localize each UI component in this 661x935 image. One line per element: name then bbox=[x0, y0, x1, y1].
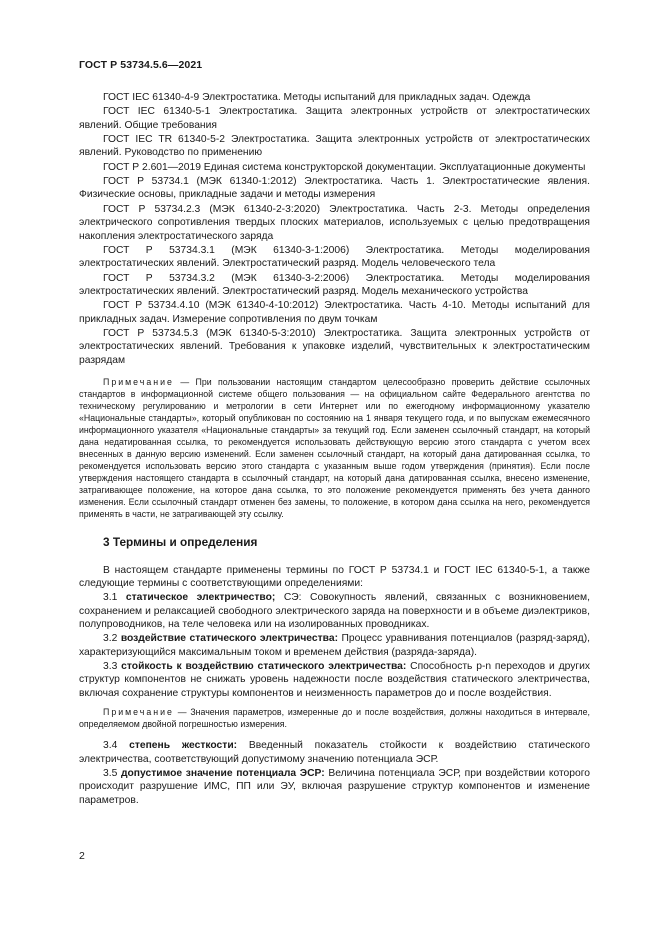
term-name: допустимое значение потенциала ЭСР: bbox=[120, 767, 325, 779]
ref-item: ГОСТ Р 53734.2.3 (МЭК 61340-2-3:2020) Электростатика. Часть 2-3. Методы определения электрического сопротивления твердых плоских материалов, используемых с целью предотвращения накопления электростатического заряда bbox=[79, 203, 590, 242]
term-3-5 bbox=[79, 767, 590, 807]
note-label: Примечание bbox=[103, 707, 174, 718]
ref-item: ГОСТ Р 53734.4.10 (МЭК 61340-4-10:2012) Электростатика. Часть 4-10. Методы испытаний для прикладных задач. Измерение сопротивления по двум точкам bbox=[79, 300, 590, 325]
section-heading: 3 Термины и определения bbox=[103, 535, 258, 550]
term-3-2 bbox=[79, 632, 590, 659]
term-number: 3.2 bbox=[103, 633, 121, 645]
note-normative-refs bbox=[79, 376, 590, 520]
note-text: — При пользовании настоящим стандартом целесообразно проверить действие ссылочных стандартов в информационной системе общего пользования — на официальном сайте Федерального агентства по техническому регулированию и метрологии в сети Интернет или по ежегодному информационному указателю «Национальные стандарты», который опубликован по состоянию на 1 января текущего года, и по выпускам ежемесячного информационного указателя «Национальные стандарты» за текущий год. Если заменен ссылочный стандарт, на который дана недатированная ссылка, то рекомендуется использовать действующую версию этого стандарта с учетом всех внесенных в данную версию изменений. Если заменен ссылочный стандарт, на который дана датированная ссылка, то рекомендуется использовать версию этого стандарта с указанным выше годом утверждения (принятия). Если после утверждения настоящего стандарта в ссылочный стандарт, на который дана датированная ссылка, внесено изменение, затрагивающее положение, на которое дана ссылка, то это положение рекомендуется применять без учета данного изменения. Если ссылочный стандарт отменен без замены, то положение, в котором дана ссылка на него, рекомендуется применять в части, не затрагивающей эту ссылку. bbox=[79, 377, 590, 520]
term-definition: Способность p-n переходов и других структур компонентов не снижать уровень надежности после воздействия статического электричества, включая сохранение структуры компонентов и неизменность параметров до и после воздействия. bbox=[79, 661, 590, 699]
term-definition: Введенный показатель стойкости к воздействию статического электричества, соответствующий допустимому значению потенциала ЭСР. bbox=[79, 740, 590, 765]
term-3-4 bbox=[79, 739, 590, 766]
document-body bbox=[79, 91, 590, 808]
document-header: ГОСТ Р 53734.5.6—2021 bbox=[79, 59, 203, 71]
ref-item: ГОСТ IEC TR 61340-5-2 Электростатика. Защита электронных устройств от электростатических явлений. Руководство по применению bbox=[79, 134, 590, 159]
term-3-3 bbox=[79, 660, 590, 700]
term-number: 3.4 bbox=[103, 740, 130, 752]
ref-item: ГОСТ Р 53734.3.1 (МЭК 61340-3-1:2006) Электростатика. Методы моделирования электростатических явлений. Электростатический разряд. Модель человеческого тела bbox=[79, 244, 590, 270]
note-term-3-3 bbox=[79, 706, 590, 730]
term-name: степень жесткости: bbox=[129, 740, 238, 752]
term-definition: Величина потенциала ЭСР, при воздействии которого происходит разрушение ИМС, ПП или ЭУ, включая разрушение структур компонентов и изменение параметров. bbox=[79, 767, 590, 806]
note-text: — Значения параметров, измеренные до и после воздействия, должны находиться в интервале, определяемом двойной погрешностью измерения. bbox=[79, 707, 590, 730]
ref-item: ГОСТ Р 2.601—2019 Единая система конструкторской документации. Эксплуатационные документы bbox=[103, 161, 586, 173]
term-definition: Процесс уравнивания потенциалов (разряд-заряд), характеризующийся максимальным током и временем действия (разряда-заряда). bbox=[79, 633, 590, 658]
term-number: 3.1 bbox=[103, 592, 126, 604]
note-label: Примечание bbox=[103, 377, 174, 388]
term-3-1 bbox=[79, 591, 590, 631]
ref-item: ГОСТ Р 53734.5.3 (МЭК 61340-5-3:2010) Электростатика. Защита электронных устройств от электростатических явлений. Требования к упаковке изделий, чувствительных к электростатическим разрядам bbox=[79, 327, 590, 366]
term-number: 3.5 bbox=[103, 767, 121, 779]
term-number: 3.3 bbox=[103, 661, 122, 673]
page-number: 2 bbox=[79, 850, 85, 862]
ref-item: ГОСТ Р 53734.1 (МЭК 61340-1:2012) Электростатика. Часть 1. Электростатические явления. Физические основы, прикладные задачи и методы измерения bbox=[79, 176, 590, 201]
ref-item: ГОСТ Р 53734.3.2 (МЭК 61340-3-2:2006) Электростатика. Методы моделирования электростатических явлений. Электростатический разряд. Модель механического устройства bbox=[79, 272, 590, 297]
term-name: стойкость к воздействию статического электричества: bbox=[121, 661, 407, 673]
ref-item: ГОСТ IEC 61340-5-1 Электростатика. Защита электронных устройств от электростатических явлений. Общие требования bbox=[79, 106, 590, 131]
section-intro: В настоящем стандарте применены термины по ГОСТ Р 53734.1 и ГОСТ IEC 61340-5-1, а также следующие термины с соответствующими определениями: bbox=[79, 564, 590, 589]
ref-item: ГОСТ IEC 61340-4-9 Электростатика. Методы испытаний для прикладных задач. Одежда bbox=[103, 92, 531, 103]
term-name: статическое электричество; bbox=[125, 592, 276, 604]
term-definition: СЭ: Совокупность явлений, связанных с возникновением, сохранением и релаксацией свободного электрического заряда на поверхности и в объеме диэлектриков, полупроводников, на теле человека или на изолированных проводниках. bbox=[79, 592, 590, 631]
term-name: воздействие статического электричества: bbox=[120, 633, 339, 645]
